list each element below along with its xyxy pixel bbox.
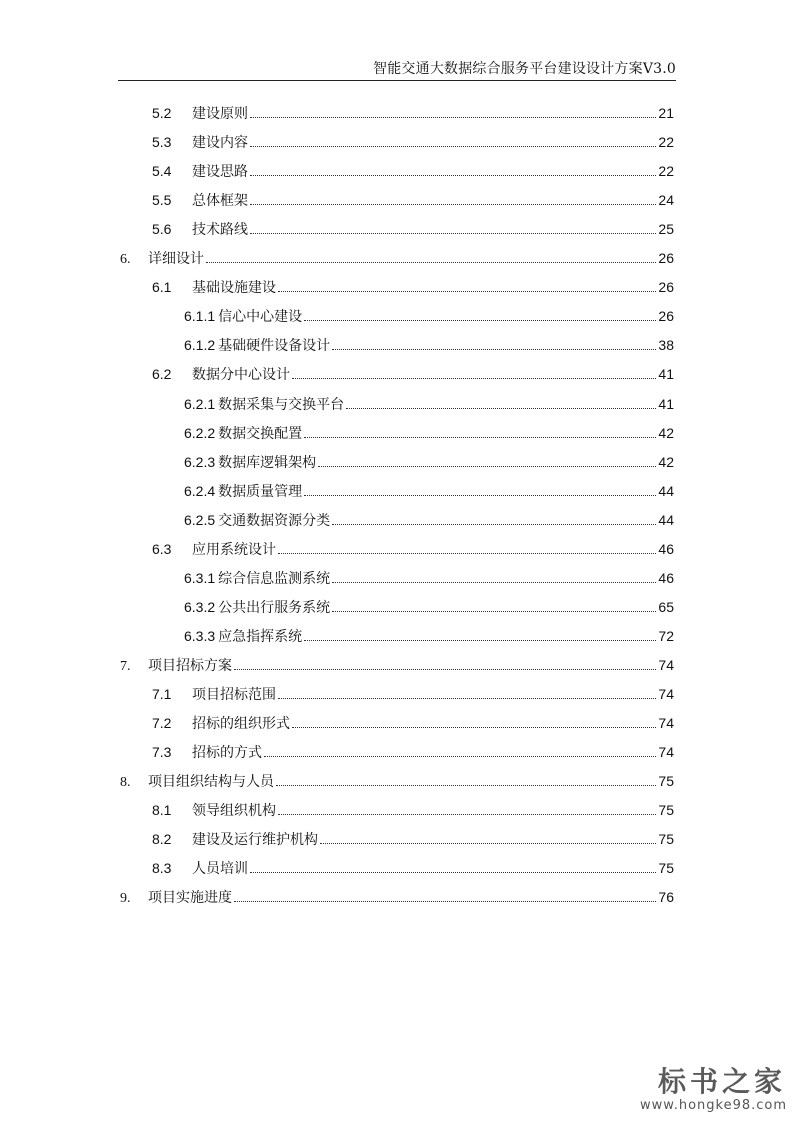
toc-entry-number: 6.2	[152, 366, 172, 382]
watermark-logo	[640, 1060, 790, 1116]
toc-entry-title: 项目组织结构与人员	[148, 774, 274, 790]
document-header-title: 智能交通大数据综合服务平台建设设计方案V3.0	[373, 61, 676, 77]
toc-entry[interactable]	[0, 684, 674, 706]
toc-entry[interactable]	[0, 887, 674, 909]
toc-entry[interactable]	[0, 103, 674, 125]
toc-entry-page-number: 22	[658, 134, 674, 150]
toc-entry-title: 综合信息监测系统	[218, 571, 331, 587]
toc-entry-page-number: 44	[658, 512, 674, 528]
toc-entry-number: 5.4	[152, 163, 172, 179]
toc-entry[interactable]	[0, 394, 674, 416]
toc-entry-page-number: 74	[658, 715, 674, 731]
toc-entry-title: 总体框架	[192, 193, 248, 209]
toc-entry-title: 交通数据资源分类	[218, 513, 331, 529]
toc-entry[interactable]	[0, 452, 674, 474]
toc-entry-page-number: 74	[658, 686, 674, 702]
toc-entry-page-number: 25	[658, 221, 674, 237]
toc-entry-title: 招标的方式	[192, 745, 262, 761]
toc-dot-leader	[304, 437, 656, 438]
toc-entry-page-number: 26	[658, 308, 674, 324]
toc-dot-leader	[250, 204, 656, 205]
toc-entry-page-number: 41	[658, 366, 674, 382]
toc-entry-number: 5.5	[152, 192, 172, 208]
toc-entry-number: 6.1.1	[184, 308, 216, 324]
toc-dot-leader	[234, 669, 656, 670]
toc-entry-page-number: 75	[658, 860, 674, 876]
toc-entry[interactable]	[0, 219, 674, 241]
toc-entry-title: 基础设施建设	[192, 280, 276, 296]
toc-entry-page-number: 46	[658, 541, 674, 557]
toc-entry-title: 建设及运行维护机构	[192, 832, 318, 848]
toc-entry[interactable]	[0, 597, 674, 619]
toc-entry[interactable]	[0, 568, 674, 590]
toc-entry-number: 6.3.3	[184, 628, 216, 644]
toc-entry-number: 7.3	[152, 744, 172, 760]
toc-entry-title: 招标的组织形式	[192, 716, 290, 732]
toc-dot-leader	[278, 698, 656, 699]
toc-entry[interactable]	[0, 306, 674, 328]
toc-dot-leader	[304, 495, 656, 496]
toc-entry[interactable]	[0, 771, 674, 793]
toc-dot-leader	[250, 872, 656, 873]
toc-entry-title: 建设原则	[192, 106, 248, 122]
toc-dot-leader	[250, 117, 656, 118]
toc-dot-leader	[292, 378, 656, 379]
toc-entry[interactable]	[0, 248, 674, 270]
toc-entry-number: 6.2.3	[184, 454, 216, 470]
toc-entry-page-number: 22	[658, 163, 674, 179]
toc-entry-page-number: 74	[658, 744, 674, 760]
toc-entry-title: 数据质量管理	[218, 484, 303, 500]
toc-entry-title: 基础硬件设备设计	[218, 338, 331, 354]
toc-dot-leader	[250, 146, 656, 147]
toc-entry-title: 领导组织机构	[192, 803, 276, 819]
toc-dot-leader	[332, 349, 656, 350]
toc-entry-title: 建设思路	[192, 164, 248, 180]
toc-entry-page-number: 42	[658, 425, 674, 441]
toc-entry[interactable]	[0, 829, 674, 851]
toc-entry-number: 6.1.2	[184, 337, 216, 353]
toc-dot-leader	[250, 175, 656, 176]
toc-entry-number: 6.	[120, 252, 131, 267]
toc-entry[interactable]	[0, 161, 674, 183]
toc-dot-leader	[278, 814, 656, 815]
toc-entry-number: 7.	[120, 659, 131, 674]
toc-entry-page-number: 42	[658, 454, 674, 470]
toc-dot-leader	[278, 553, 656, 554]
toc-entry-page-number: 72	[658, 628, 674, 644]
toc-entry-number: 6.2.5	[184, 512, 216, 528]
toc-entry-page-number: 38	[658, 337, 674, 353]
toc-entry-number: 5.6	[152, 221, 172, 237]
toc-dot-leader	[332, 582, 656, 583]
toc-entry-number: 6.2.2	[184, 425, 216, 441]
toc-entry-title: 应用系统设计	[192, 542, 276, 558]
toc-entry-title: 数据采集与交换平台	[218, 397, 345, 413]
toc-dot-leader	[332, 611, 656, 612]
toc-entry[interactable]	[0, 626, 674, 648]
toc-entry-title: 数据分中心设计	[192, 367, 290, 383]
toc-entry-page-number: 74	[658, 657, 674, 673]
toc-entry-title: 信心中心建设	[218, 309, 303, 325]
toc-entry[interactable]	[0, 510, 674, 532]
toc-entry[interactable]	[0, 539, 674, 561]
toc-entry[interactable]	[0, 481, 674, 503]
toc-entry-number: 7.2	[152, 715, 172, 731]
toc-entry[interactable]	[0, 742, 674, 764]
toc-entry-title: 技术路线	[192, 222, 248, 238]
toc-entry-number: 7.1	[152, 686, 172, 702]
toc-entry[interactable]	[0, 713, 674, 735]
toc-entry-number: 8.1	[152, 802, 172, 818]
toc-entry-title: 详细设计	[148, 251, 204, 267]
toc-entry-title: 建设内容	[192, 135, 248, 151]
toc-entry-number: 5.3	[152, 134, 172, 150]
toc-entry-title: 公共出行服务系统	[218, 600, 331, 616]
toc-entry-number: 6.2.1	[184, 396, 216, 412]
toc-entry[interactable]	[0, 335, 674, 357]
toc-dot-leader	[264, 756, 656, 757]
toc-entry-number: 9.	[120, 891, 131, 906]
toc-entry-number: 8.2	[152, 831, 172, 847]
toc-entry-page-number: 75	[658, 831, 674, 847]
toc-dot-leader	[250, 233, 656, 234]
toc-entry-number: 6.3.2	[184, 599, 216, 615]
toc-entry[interactable]	[0, 364, 674, 386]
toc-dot-leader	[332, 524, 656, 525]
watermark-brand-text: 标书之家	[658, 1065, 787, 1098]
toc-entry-page-number: 46	[658, 570, 674, 586]
toc-dot-leader	[292, 727, 656, 728]
toc-entry[interactable]	[0, 190, 674, 212]
toc-entry[interactable]	[0, 423, 674, 445]
toc-entry[interactable]	[0, 277, 674, 299]
toc-entry-page-number: 21	[658, 105, 674, 121]
toc-entry-number: 6.3.1	[184, 570, 216, 586]
toc-dot-leader	[206, 262, 656, 263]
toc-entry-title: 项目招标方案	[148, 658, 232, 674]
header-divider	[118, 80, 676, 81]
toc-entry-page-number: 44	[658, 483, 674, 499]
toc-entry-number: 8.	[120, 775, 131, 790]
toc-entry-number: 5.2	[152, 105, 172, 121]
toc-entry-page-number: 75	[658, 773, 674, 789]
toc-entry-page-number: 76	[658, 889, 674, 905]
toc-dot-leader	[318, 466, 656, 467]
toc-entry-page-number: 41	[658, 396, 674, 412]
toc-entry-number: 6.2.4	[184, 483, 216, 499]
toc-entry-page-number: 65	[658, 599, 674, 615]
toc-entry-title: 数据库逻辑架构	[218, 455, 317, 471]
toc-entry[interactable]	[0, 655, 674, 677]
toc-entry-page-number: 26	[658, 279, 674, 295]
toc-dot-leader	[304, 640, 656, 641]
toc-entry[interactable]	[0, 800, 674, 822]
toc-dot-leader	[234, 901, 656, 902]
toc-dot-leader	[304, 320, 656, 321]
toc-entry-title: 项目实施进度	[148, 890, 232, 906]
toc-entry-title: 项目招标范围	[192, 687, 276, 703]
toc-entry-page-number: 75	[658, 802, 674, 818]
toc-entry-number: 6.3	[152, 541, 172, 557]
toc-entry[interactable]	[0, 132, 674, 154]
toc-dot-leader	[278, 291, 656, 292]
toc-entry-page-number: 24	[658, 192, 674, 208]
toc-entry-page-number: 26	[658, 250, 674, 266]
watermark-url: www.hongke98.com	[640, 1098, 788, 1113]
toc-entry-number: 8.3	[152, 860, 172, 876]
toc-entry[interactable]	[0, 858, 674, 880]
toc-entry-title: 人员培训	[192, 861, 248, 877]
toc-entry-title: 应急指挥系统	[218, 629, 303, 645]
toc-dot-leader	[276, 785, 656, 786]
toc-entry-title: 数据交换配置	[218, 426, 303, 442]
toc-entry-number: 6.1	[152, 279, 172, 295]
toc-dot-leader	[346, 408, 656, 409]
toc-dot-leader	[320, 843, 656, 844]
